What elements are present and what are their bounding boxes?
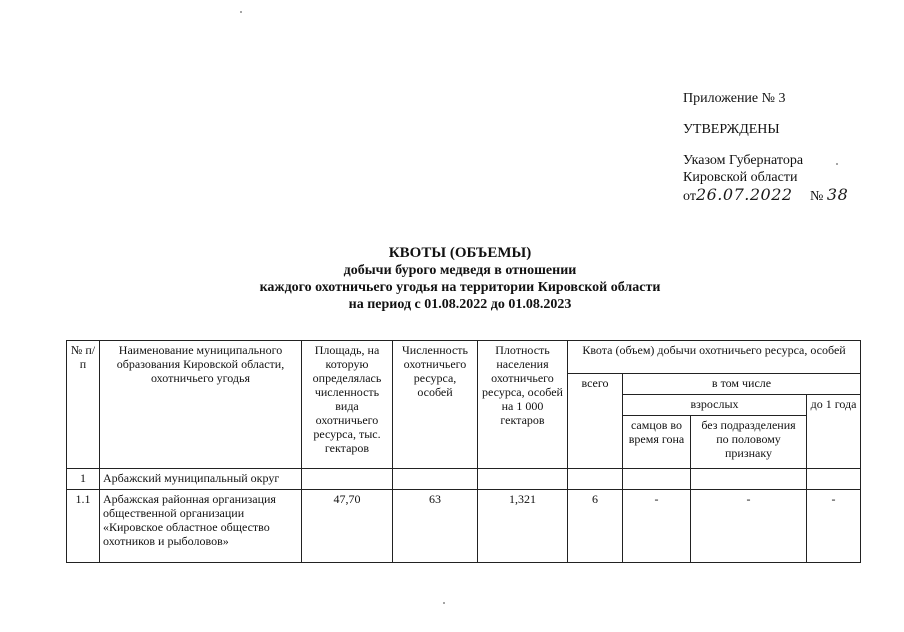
title-line-3: каждого охотничьего угодья на территории Кировской области: [259, 280, 661, 295]
header-name: Наименование муниципального образования Кировской области, охотничьего угодья: [100, 341, 302, 469]
cell-num: 1: [67, 469, 100, 490]
header-quota: Квота (объем) добычи охотничьего ресурса, особей: [568, 341, 861, 374]
document-title: [160, 245, 760, 313]
scan-speck: [240, 11, 242, 13]
quota-table: [66, 340, 861, 563]
approved-label: УТВЕРЖДЕНЫ: [683, 122, 780, 137]
title-line-4: на период с 01.08.2022 до 01.08.2023: [348, 297, 572, 312]
title-main: КВОТЫ (ОБЪЕМЫ): [388, 245, 532, 261]
date-prefix: от: [683, 189, 696, 204]
scan-speck: [443, 602, 445, 604]
number-prefix: №: [810, 189, 824, 204]
cell-population: 63: [393, 490, 478, 563]
header-num: № п/п: [67, 341, 100, 469]
cell-under1: -: [807, 490, 861, 563]
handwritten-date: 26.07.2022: [695, 185, 793, 204]
header-including: в том числе: [623, 374, 861, 395]
cell-total: 6: [568, 490, 623, 563]
header-males-rut: самцов во время гона: [623, 416, 691, 469]
cell-density: 1,321: [478, 490, 568, 563]
header-no-sex-division: без подразделения по половому признаку: [691, 416, 807, 469]
header-population: Численность охотничьего ресурса, особей: [393, 341, 478, 469]
header-density: Плотность населения охотничьего ресурса, особей на 1 000 гектаров: [478, 341, 568, 469]
header-adults: взрослых: [623, 395, 807, 416]
cell-num: 1.1: [67, 490, 100, 563]
cell-area: 47,70: [302, 490, 393, 563]
cell-name: Арбажский муниципальный округ: [100, 469, 302, 490]
decree-date-line: [683, 186, 848, 205]
cell-no-sex: [691, 469, 807, 490]
cell-no-sex: -: [691, 490, 807, 563]
cell-density: [478, 469, 568, 490]
appendix-label: Приложение № 3: [683, 91, 786, 106]
cell-males: [623, 469, 691, 490]
table-row: [67, 469, 861, 490]
scan-speck: [836, 163, 838, 165]
decree-line-2: Кировской области: [683, 170, 798, 185]
title-line-2: добычи бурого медведя в отношении: [343, 263, 577, 278]
decree-line-1: Указом Губернатора: [683, 153, 804, 168]
cell-population: [393, 469, 478, 490]
cell-name: Арбажская районная организация общественной организации «Кировское областное общество охотников и рыболовов»: [100, 490, 302, 563]
approval-header: [683, 90, 848, 205]
cell-males: -: [623, 490, 691, 563]
header-total: всего: [568, 374, 623, 469]
handwritten-number: 38: [826, 185, 849, 204]
table-row: [67, 490, 861, 563]
cell-area: [302, 469, 393, 490]
header-under-1-year: до 1 года: [807, 395, 861, 469]
header-area: Площадь, на которую определялась численность вида охотничьего ресурса, тыс. гектаров: [302, 341, 393, 469]
cell-total: [568, 469, 623, 490]
cell-under1: [807, 469, 861, 490]
